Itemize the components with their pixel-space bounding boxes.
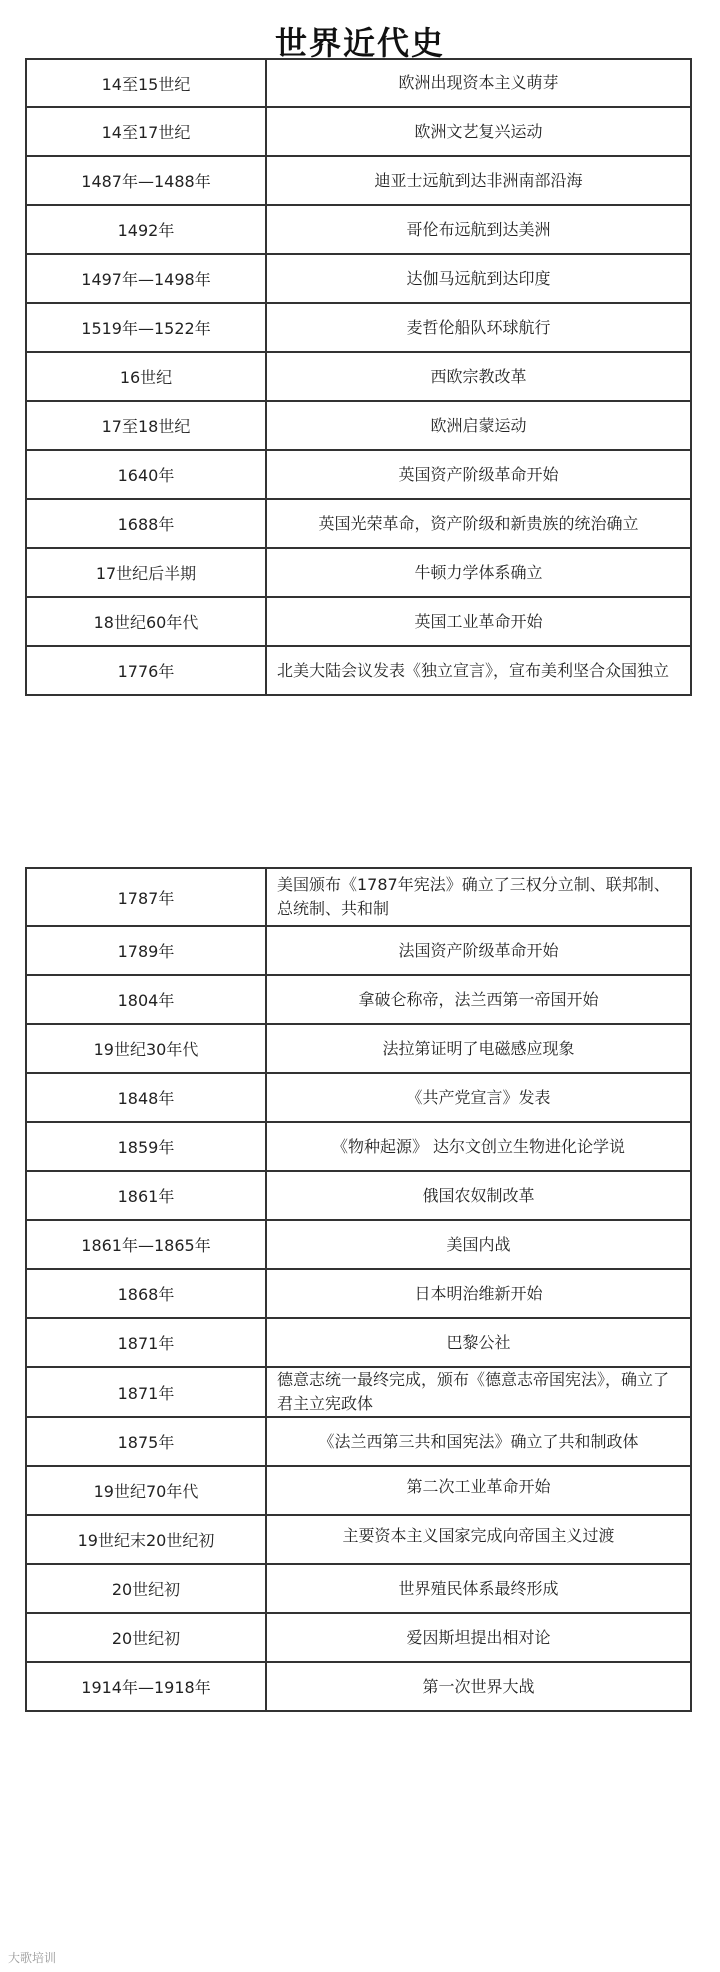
row-date: 17至18世纪: [26, 401, 266, 450]
table-row: [26, 868, 691, 926]
row-date: 1914年—1918年: [26, 1662, 266, 1711]
table-row: [26, 597, 691, 646]
table-row: [26, 59, 691, 107]
row-event: 《法兰西第三共和国宪法》确立了共和制政体: [266, 1417, 691, 1466]
row-date: 14至17世纪: [26, 107, 266, 156]
row-date: 19世纪70年代: [26, 1466, 266, 1515]
row-event: 牛顿力学体系确立: [266, 548, 691, 597]
table-row: [26, 1318, 691, 1367]
row-date: 16世纪: [26, 352, 266, 401]
table-row: [26, 1515, 691, 1564]
table-row: [26, 401, 691, 450]
table-row: [26, 303, 691, 352]
table-row: [26, 1269, 691, 1318]
row-date: 1776年: [26, 646, 266, 695]
timeline-table-2: [25, 867, 692, 1712]
row-date: 1688年: [26, 499, 266, 548]
row-event: 《物种起源》 达尔文创立生物进化论学说: [266, 1122, 691, 1171]
row-date: 17世纪后半期: [26, 548, 266, 597]
row-event: 欧洲文艺复兴运动: [266, 107, 691, 156]
row-event: 英国工业革命开始: [266, 597, 691, 646]
row-date: 1804年: [26, 975, 266, 1024]
row-event: 《共产党宣言》发表: [266, 1073, 691, 1122]
row-date: 1492年: [26, 205, 266, 254]
row-date: 1787年: [26, 868, 266, 926]
table-row: [26, 646, 691, 695]
row-date: 19世纪末20世纪初: [26, 1515, 266, 1564]
table-row: [26, 1367, 691, 1417]
row-date: 1497年—1498年: [26, 254, 266, 303]
table-row: [26, 1417, 691, 1466]
row-date: 1861年: [26, 1171, 266, 1220]
table-row: [26, 1466, 691, 1515]
table-row: [26, 499, 691, 548]
row-event: 第一次世界大战: [266, 1662, 691, 1711]
page-title: 世界近代史: [274, 24, 445, 62]
row-event: 俄国农奴制改革: [266, 1171, 691, 1220]
row-date: 1859年: [26, 1122, 266, 1171]
table-row: [26, 1613, 691, 1662]
row-date: 14至15世纪: [26, 59, 266, 107]
row-date: 1519年—1522年: [26, 303, 266, 352]
row-event: 欧洲出现资本主义萌芽: [266, 59, 691, 107]
row-date: 18世纪60年代: [26, 597, 266, 646]
row-event: 英国资产阶级革命开始: [266, 450, 691, 499]
row-date: 1871年: [26, 1318, 266, 1367]
row-date: 1875年: [26, 1417, 266, 1466]
row-date: 20世纪初: [26, 1564, 266, 1613]
table-row: [26, 205, 691, 254]
row-event: 欧洲启蒙运动: [266, 401, 691, 450]
table-row: [26, 107, 691, 156]
row-date: 1861年—1865年: [26, 1220, 266, 1269]
row-event: 日本明治维新开始: [266, 1269, 691, 1318]
row-event: 巴黎公社: [266, 1318, 691, 1367]
row-date: 1868年: [26, 1269, 266, 1318]
row-event: 英国光荣革命，资产阶级和新贵族的统治确立: [266, 499, 691, 548]
row-event: 美国内战: [266, 1220, 691, 1269]
row-event: 拿破仑称帝，法兰西第一帝国开始: [266, 975, 691, 1024]
row-event: 达伽马远航到达印度: [266, 254, 691, 303]
row-event: 美国颁布《1787年宪法》确立了三权分立制、联邦制、总统制、共和制: [266, 868, 691, 926]
row-date: 1640年: [26, 450, 266, 499]
row-date: 1848年: [26, 1073, 266, 1122]
table-row: [26, 450, 691, 499]
table-row: [26, 1662, 691, 1711]
table-row: [26, 352, 691, 401]
table-row: [26, 1073, 691, 1122]
table-row: [26, 975, 691, 1024]
row-event: 法国资产阶级革命开始: [266, 926, 691, 975]
timeline-table-1: [25, 58, 692, 696]
table-row: [26, 926, 691, 975]
row-event: 哥伦布远航到达美洲: [266, 205, 691, 254]
row-date: 19世纪30年代: [26, 1024, 266, 1073]
row-date: 1487年—1488年: [26, 156, 266, 205]
table-row: [26, 1024, 691, 1073]
row-event: 爱因斯坦提出相对论: [266, 1613, 691, 1662]
row-date: 20世纪初: [26, 1613, 266, 1662]
footer-watermark: 大歌培训: [8, 1951, 57, 1965]
row-event: 西欧宗教改革: [266, 352, 691, 401]
table-row: [26, 1220, 691, 1269]
row-event: 第二次工业革命开始: [266, 1466, 691, 1515]
row-event: 法拉第证明了电磁感应现象: [266, 1024, 691, 1073]
table-row: [26, 1564, 691, 1613]
table-row: [26, 254, 691, 303]
table-row: [26, 1171, 691, 1220]
row-date: 1789年: [26, 926, 266, 975]
row-event: 世界殖民体系最终形成: [266, 1564, 691, 1613]
table-row: [26, 156, 691, 205]
row-event: 麦哲伦船队环球航行: [266, 303, 691, 352]
table-row: [26, 1122, 691, 1171]
table-row: [26, 548, 691, 597]
row-event: 德意志统一最终完成，颁布《德意志帝国宪法》，确立了君主立宪政体: [266, 1367, 691, 1417]
row-event: 迪亚士远航到达非洲南部沿海: [266, 156, 691, 205]
row-event: 主要资本主义国家完成向帝国主义过渡: [266, 1515, 691, 1564]
row-event: 北美大陆会议发表《独立宣言》，宣布美利坚合众国独立: [266, 646, 691, 695]
row-date: 1871年: [26, 1367, 266, 1417]
